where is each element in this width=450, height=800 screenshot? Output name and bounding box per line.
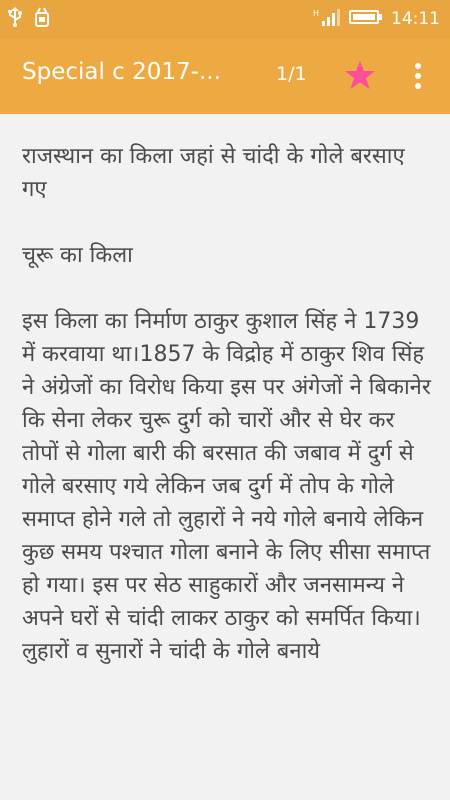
signal-icon bbox=[313, 7, 341, 31]
app-bar bbox=[0, 38, 450, 114]
page-title: Special c 2017-... bbox=[22, 59, 221, 85]
more-vert-icon[interactable] bbox=[408, 62, 428, 90]
note-text bbox=[22, 140, 438, 701]
note-subheading: चूरू का किला bbox=[22, 243, 133, 268]
status-bar bbox=[0, 0, 450, 38]
status-left bbox=[0, 7, 50, 31]
status-time: 14:11 bbox=[391, 9, 440, 29]
note-body: इस किला का निर्माण ठाकुर कुशाल सिंह ने 1739 में करवाया था।1857 के विद्रोह में ठाकुर शिव सिंह ने अंग्रेजों का विरोध किया इस पर अंगेजों ने बिकानेर कि सेना लेकर चुरू दुर्ग को चारों और से घेर कर तोपों से गोला बारी की बरसात की जबाव में दुर्ग से गोले बरसाए गये लेकिन जब दुर्ग में तोप के गोले समाप्त होने गले तो लुहारों ने नये गोले बनाये लेकिन कुछ समय पश्चात गोला बनाने के लिए सीसा समाप्त हो गया। इस पर सेठ साहुकारों और जनसामन्य ने अपने घरों से चांदी लाकर ठाकुर को समर्पित किया। लुहारों व सुनारों ने चांदी के गोले बनाये bbox=[22, 309, 438, 664]
android-debug-icon bbox=[34, 7, 50, 31]
page-counter: 1/1 bbox=[276, 63, 307, 85]
note-heading: राजस्थान का किला जहां से चांदी के गोले बरसाए गए bbox=[22, 144, 412, 202]
status-right bbox=[313, 7, 450, 31]
usb-icon bbox=[8, 7, 22, 31]
battery-icon bbox=[349, 9, 383, 29]
svg-text:H: H bbox=[313, 9, 320, 18]
note-content[interactable] bbox=[0, 114, 450, 800]
star-icon[interactable] bbox=[344, 59, 376, 91]
